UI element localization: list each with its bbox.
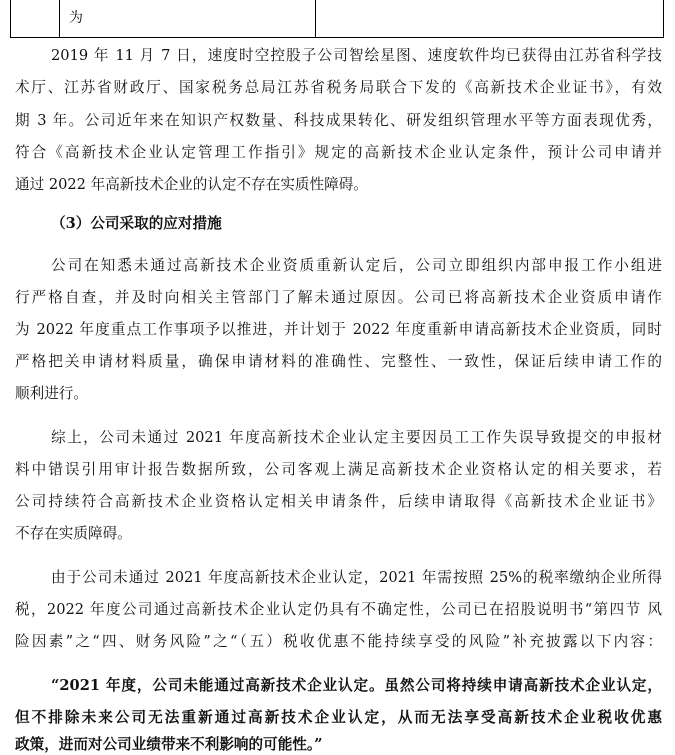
paragraph-line: “2021 年度，公司未能通过高新技术企业认定。虽然公司将持续申请高新技术企业认定， <box>51 677 662 694</box>
paragraph-line: 公司在知悉未通过高新技术企业资质重新认定后，公司立即组织内部申报工作小组进 <box>51 257 662 274</box>
paragraph-line: 行严格自查，并及时向相关主管部门了解未通过原因。公司已将高新技术企业资质申请作 <box>15 289 662 306</box>
paragraph-line: 顺利进行。 <box>15 385 88 402</box>
paragraph-line: 2019 年 11 月 7 日，速度时空控股子公司智绘星图、速度软件均已获得由江苏省科学技 <box>51 47 662 64</box>
paragraph-line: 综上，公司未通过 2021 年度高新技术企业认定主要因员工工作失误导致提交的申报材 <box>51 429 662 446</box>
paragraph-line: 严格把关申请材料质量，确保申请材料的准确性、完整性、一致性，保证后续申请工作的 <box>15 353 662 370</box>
paragraph-line: 符合《高新技术企业认定管理工作指引》规定的高新技术企业认定条件，预计公司申请并 <box>15 144 662 161</box>
paragraph-line: 不存在实质障碍。 <box>15 525 132 542</box>
paragraph-line: 为 2022 年度重点工作事项予以推进，并计划于 2022 年度重新申请高新技术企业资质，同时 <box>15 321 662 338</box>
table-fragment <box>10 0 664 38</box>
paragraph-line: 税，2022 年度公司通过高新技术企业认定仍具有不确定性，公司已在招股说明书“第四节 风 <box>15 601 662 618</box>
section-heading: （3）公司采取的应对措施 <box>51 215 222 232</box>
paragraph-line: 料中错误引用审计报告数据所致，公司客观上满足高新技术企业资格认定的相关要求，若 <box>15 461 662 478</box>
paragraph-line: 公司持续符合高新技术企业资格认定相关申请条件，后续申请取得《高新技术企业证书》 <box>15 493 662 510</box>
paragraph-line: 通过 2022 年高新技术企业的认定不存在实质性障碍。 <box>15 176 368 193</box>
paragraph-line: 期 3 年。公司近年来在知识产权数量、科技成果转化、研发组织管理水平等方面表现优秀， <box>15 112 662 129</box>
table-cell <box>59 0 316 37</box>
paragraph-line: 政策，进而对公司业绩带来不利影响的可能性。” <box>15 736 323 753</box>
paragraph-line: 但不排除未来公司无法重新通过高新技术企业认定，从而无法享受高新技术企业税收优惠 <box>15 709 662 726</box>
paragraph-line: 术厅、江苏省财政厅、国家税务总局江苏省税务局联合下发的《高新技术企业证书》，有效 <box>15 79 662 96</box>
paragraph-line: 险因素”之“四、财务风险”之“（五）税收优惠不能持续享受的风险”补充披露以下内容： <box>15 633 662 650</box>
paragraph-line: 由于公司未通过 2021 年度高新技术企业认定，2021 年需按照 25%的税率缴纳企业所得 <box>51 569 662 586</box>
table-cell-text: 为 <box>69 10 83 26</box>
